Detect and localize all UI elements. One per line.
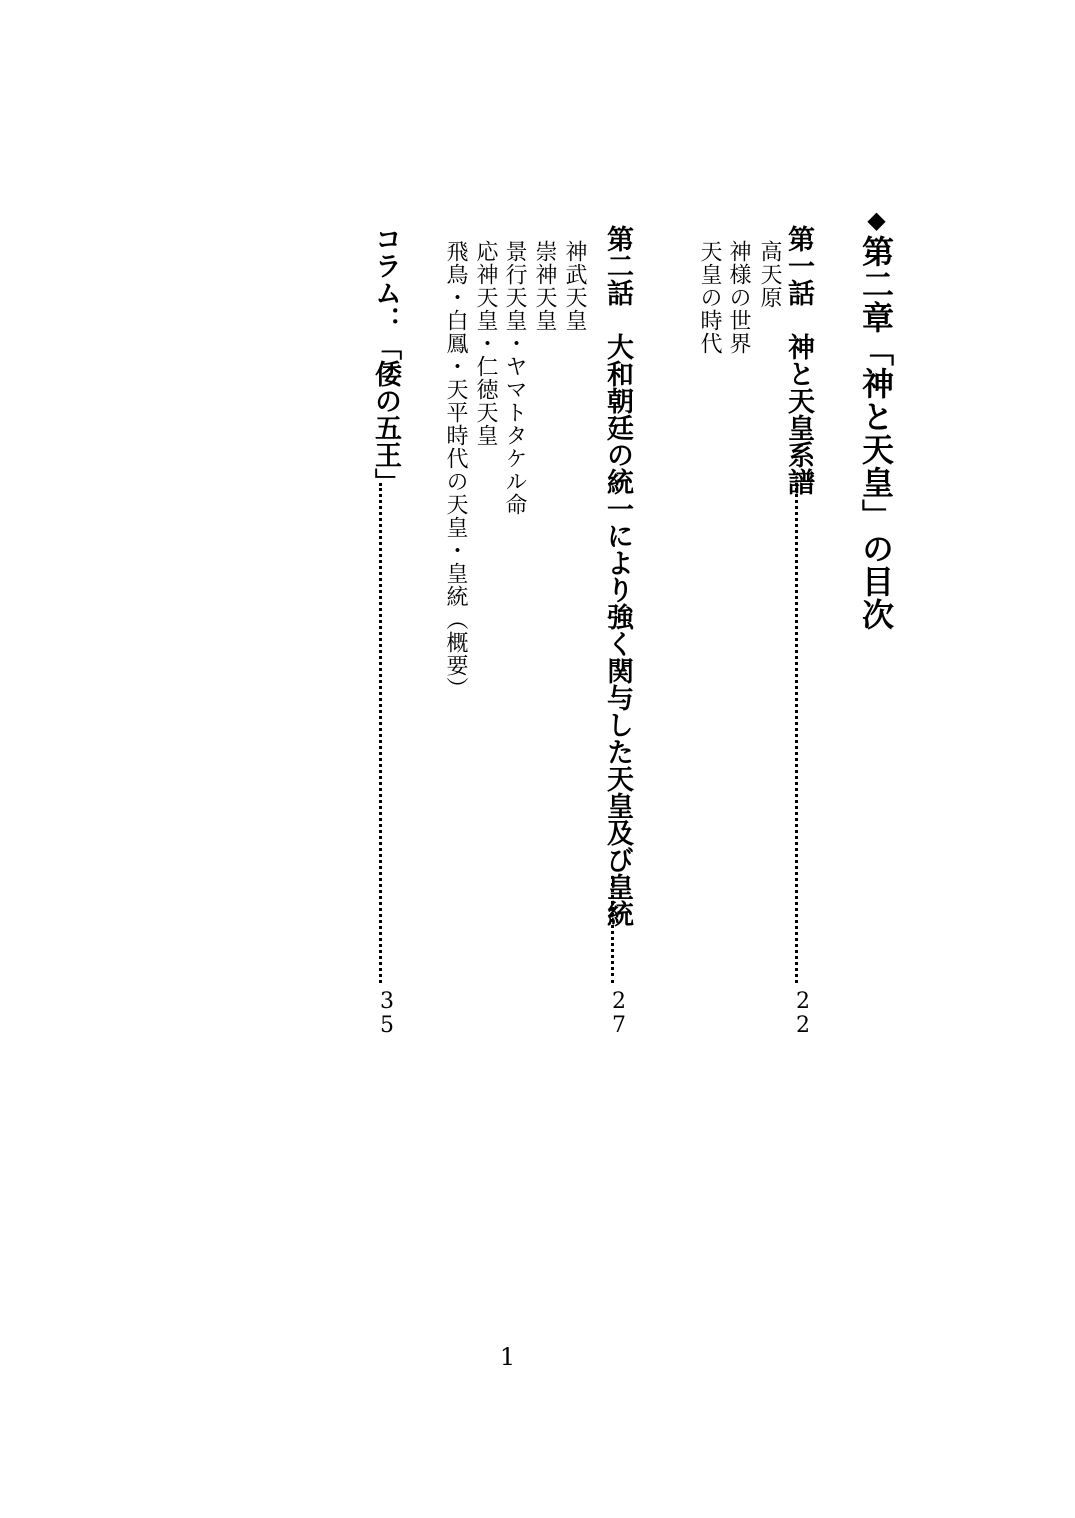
toc-section-item: 飛鳥・白鳳・天平時代の天皇・皇統（概要） [443,240,468,700]
toc-section-item: 神様の世界 [726,240,751,355]
episode-2-title: 第二話 大和朝廷の統一により強く関与した天皇及び皇統 [602,225,633,927]
episode-1-title: 第一話 神と天皇系譜 [783,225,814,495]
toc-section-item: 応神天皇・仁徳天皇 [473,240,498,447]
toc-section-item: 天皇の時代 [697,240,722,355]
toc-section-item: 神武天皇 [562,240,587,332]
episode-1-page-number: 2 2 [796,989,810,1038]
episode-2-page-number: 2 7 [612,989,626,1038]
leader-dots-episode-1 [795,483,798,983]
leader-dots-column [379,483,382,983]
diamond-bullet-icon: ◆ [862,205,891,235]
toc-section-item: 崇神天皇 [532,240,557,332]
leader-dots-episode-2 [611,876,614,983]
toc-section-item: 高天原 [757,240,782,309]
chapter-title-text: 第二章「神と天皇」の目次 [857,235,895,631]
chapter-title [857,205,895,631]
column-title: コラム：「倭の五王」 [370,225,401,495]
page-footer-number: 1 [499,1343,516,1371]
column-page-number: 3 5 [380,989,394,1038]
toc-section-item: 景行天皇・ヤマトタケル命 [502,240,527,516]
